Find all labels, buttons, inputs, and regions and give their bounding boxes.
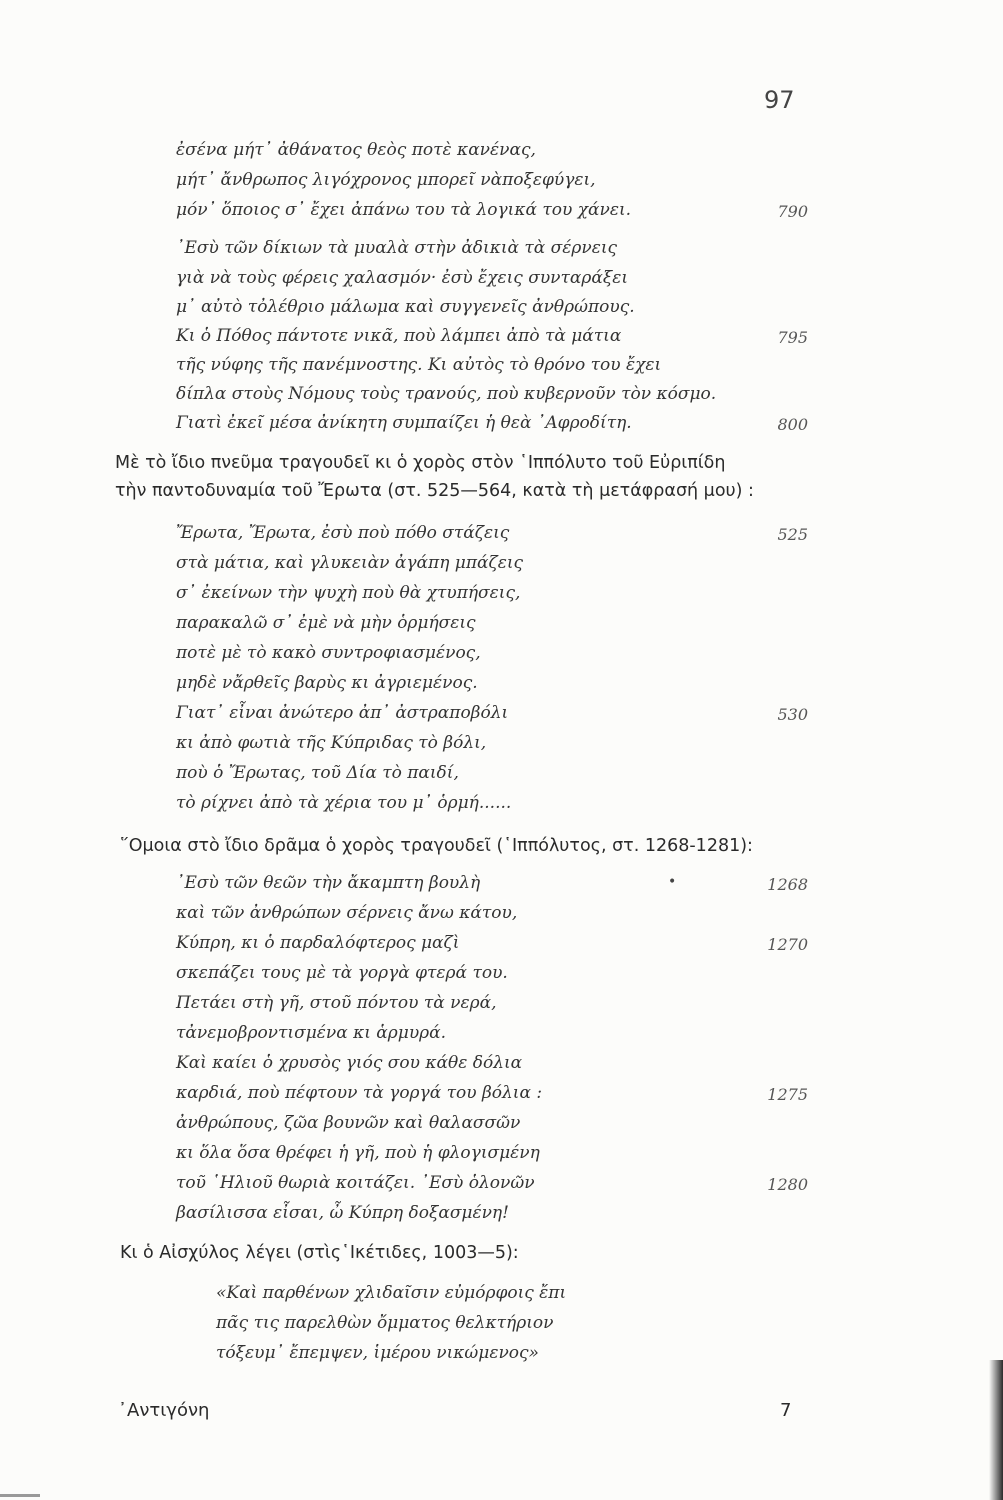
verse-line: τοῦ ῾Ηλιοῦ θωριὰ κοιτάζει. ᾿Εσὺ ὁλονῶν — [176, 1173, 535, 1193]
verse-line: μ᾿ αὐτὸ τὀλέθριο μάλωμα καὶ συγγενεῖς ἀνθρώπους. — [176, 297, 635, 317]
prose-line: ῞Ομοια στὸ ἴδιο δρᾶμα ὁ χορὸς τραγουδεῖ (῾Ιππόλυτος, στ. 1268-1281): — [120, 836, 753, 856]
verse-line: κι ἀπὸ φωτιὰ τῆς Κύπριδας τὸ βόλι, — [176, 733, 487, 753]
bullet-dot: • — [668, 874, 677, 890]
prose-line: Κι ὁ Αἰσχύλος λέγει (στὶς῾Ικέτιδες, 1003—5): — [120, 1243, 519, 1263]
verse-line: τἀνεμοβροντισμένα κι ἁρμυρά. — [176, 1023, 447, 1043]
verse-line: μήτ᾿ ἄνθρωπος λιγόχρονος μπορεῖ νὰποξεφύγει, — [176, 170, 596, 190]
verse-line: γιὰ νὰ τοὺς φέρεις χαλασμόν· ἐσὺ ἔχεις συνταράξει — [176, 268, 629, 288]
verse-line: ᾿Εσὺ τῶν θεῶν τὴν ἄκαμπτη βουλὴ — [176, 873, 481, 893]
verse-line: Πετάει στὴ γῆ, στοῦ πόντου τὰ νερά, — [176, 993, 497, 1013]
verse-line: ποτὲ μὲ τὸ κακὸ συντροφιασμένος, — [176, 643, 481, 663]
verse-line: ἀνθρώπους, ζῶα βουνῶν καὶ θαλασσῶν — [176, 1113, 521, 1133]
verse-line: Κύπρη, κι ὁ παρδαλόφτερος μαζὶ — [176, 933, 460, 953]
verse-line: Ἔρωτα, Ἔρωτα, ἐσὺ ποὺ πόθο στάζεις — [176, 523, 510, 543]
verse-line: σ᾿ ἐκείνων τὴν ψυχὴ ποὺ θὰ χτυπήσεις, — [176, 583, 521, 603]
verse-line: μόν᾿ ὅποιος σ᾿ ἔχει ἀπάνω του τὰ λογικά του χάνει. — [176, 200, 632, 220]
verse-line: καρδιά, ποὺ πέφτουν τὰ γοργά του βόλια : — [176, 1083, 543, 1103]
prose-line: Μὲ τὸ ἴδιο πνεῦμα τραγουδεῖ κι ὁ χορὸς στὸν ῾Ιππόλυτο τοῦ Εὐριπίδη — [115, 453, 726, 473]
verse-line: ἐσένα μήτ᾿ ἀθάνατος θεὸς ποτὲ κανένας, — [176, 140, 536, 160]
verse-line: ποὺ ὁ Ἔρωτας, τοῦ Δία τὸ παιδί, — [176, 763, 459, 783]
verse-line: κι ὅλα ὅσα θρέφει ἡ γῆ, ποὺ ἡ φλογισμένη — [176, 1143, 540, 1163]
verse-line: σκεπάζει τους μὲ τὰ γοργὰ φτερά του. — [176, 963, 508, 983]
page-number: 97 — [764, 86, 795, 114]
prose-line: τὴν παντοδυναμία τοῦ Ἔρωτα (στ. 525—564, κατὰ τὴ μετάφρασή μου) : — [115, 481, 754, 501]
line-number: 525 — [777, 525, 808, 544]
footer-title: ᾿Αντιγόνη — [118, 1400, 210, 1421]
quote-line: «Καὶ παρθένων χλιδαῖσιν εὐμόρφοις ἔπι — [216, 1283, 567, 1303]
verse-line: στὰ μάτια, καὶ γλυκειὰν ἀγάπη μπάζεις — [176, 553, 524, 573]
verse-line: τὸ ρίχνει ἀπὸ τὰ χέρια του μ᾿ ὁρμή...... — [176, 793, 512, 813]
footer-signature: 7 — [780, 1400, 792, 1421]
line-number: 530 — [777, 705, 808, 724]
line-number: 795 — [777, 328, 808, 347]
verse-line: Κι ὁ Πόθος πάντοτε νικᾶ, ποὺ λάμπει ἀπὸ τὰ μάτια — [176, 326, 622, 346]
quote-line: τόξευμ᾿ ἔπεμψεν, ἱμέρου νικώμενος» — [216, 1343, 539, 1363]
verse-line: τῆς νύφης τῆς πανέμνοστης. Κι αὐτὸς τὸ θρόνο του ἔχει — [176, 355, 662, 375]
verse-line: Καὶ καίει ὁ χρυσὸς γιός σου κάθε δόλια — [176, 1053, 523, 1073]
verse-line: Γιατὶ ἐκεῖ μέσα ἀνίκητη συμπαίζει ἡ θεὰ ᾿Αφροδίτη. — [176, 413, 632, 433]
verse-line: ᾿Εσὺ τῶν δίκιων τὰ μυαλὰ στὴν ἀδικιὰ τὰ σέρνεις — [176, 238, 618, 258]
verse-line: Γιατ᾿ εἶναι ἀνώτερο ἀπ᾿ ἀστραποβόλι — [176, 703, 509, 723]
line-number: 1270 — [767, 935, 808, 954]
verse-line: μηδὲ νἄρθεῖς βαρὺς κι ἀγριεμένος. — [176, 673, 478, 693]
line-number: 800 — [777, 415, 808, 434]
quote-line: πᾶς τις παρελθὼν ὄμματος θελκτήριον — [216, 1313, 554, 1333]
page-edge-shadow — [989, 1360, 1003, 1500]
line-number: 790 — [777, 202, 808, 221]
scan-mark — [0, 1494, 40, 1497]
verse-line: βασίλισσα εἶσαι, ὦ Κύπρη δοξασμένη! — [176, 1203, 509, 1223]
line-number: 1268 — [767, 875, 808, 894]
verse-line: παρακαλῶ σ᾿ ἐμὲ νὰ μὴν ὁρμήσεις — [176, 613, 476, 633]
verse-line: καὶ τῶν ἀνθρώπων σέρνεις ἄνω κάτου, — [176, 903, 518, 923]
line-number: 1275 — [767, 1085, 808, 1104]
verse-line: δίπλα στοὺς Νόμους τοὺς τρανούς, ποὺ κυβερνοῦν τὸν κόσμο. — [176, 384, 717, 404]
line-number: 1280 — [767, 1175, 808, 1194]
